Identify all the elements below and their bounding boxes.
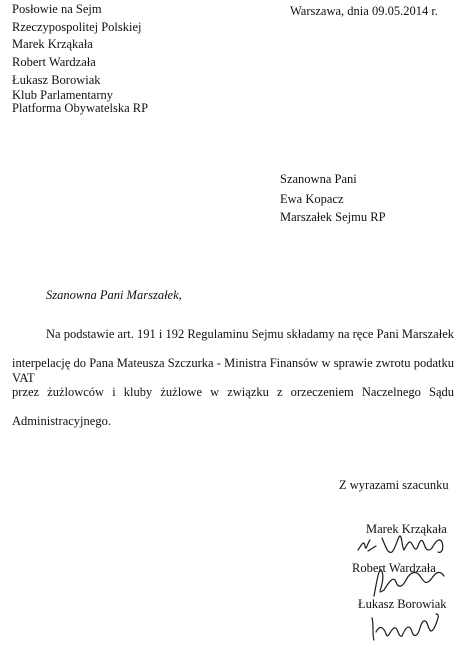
sender-block: [12, 0, 212, 130]
addressee-line-3: Marszałek Sejmu RP: [280, 210, 386, 224]
signer-name-1: Marek Krząkała: [366, 522, 447, 536]
sender-line-2: Rzeczypospolitej Polskiej: [12, 20, 142, 34]
signer-name-3: Łukasz Borowiak: [358, 597, 447, 611]
sender-line-3: Marek Krząkała: [12, 37, 93, 51]
body-line-2: interpelację do Pana Mateusza Szczurka - Ministra Finansów w sprawie zwrotu podatku VAT: [12, 356, 454, 385]
signer-name-2: Robert Wardzała: [352, 561, 436, 575]
signature-lukasz-borowiak: [366, 610, 446, 644]
body-line-4: Administracyjnego.: [12, 414, 111, 428]
addressee-line-2: Ewa Kopacz: [280, 192, 344, 206]
signature-marek-krzakala: [352, 530, 452, 560]
closing: Z wyrazami szacunku: [339, 478, 449, 492]
sender-line-5: Łukasz Borowiak: [12, 73, 101, 87]
sender-line-6: Klub Parlamentarny: [12, 88, 114, 102]
salutation: Szanowna Pani Marszałek,: [46, 288, 182, 302]
addressee-block: [280, 166, 450, 226]
letter-date: Warszawa, dnia 09.05.2014 r.: [290, 4, 438, 18]
body-line-1: Na podstawie art. 191 i 192 Regulaminu Sejmu składamy na ręce Pani Marszałek: [46, 327, 454, 341]
sender-line-4: Robert Wardzała: [12, 55, 96, 69]
sender-line-1: Posłowie na Sejm: [12, 2, 102, 16]
signature-robert-wardzala: [360, 566, 450, 600]
sender-line-7: Platforma Obywatelska RP: [12, 101, 149, 115]
body-line-3: przez żużlowców i kluby żużlowe w związku z orzeczeniem Naczelnego Sądu: [12, 385, 454, 399]
addressee-line-1: Szanowna Pani: [280, 172, 357, 186]
